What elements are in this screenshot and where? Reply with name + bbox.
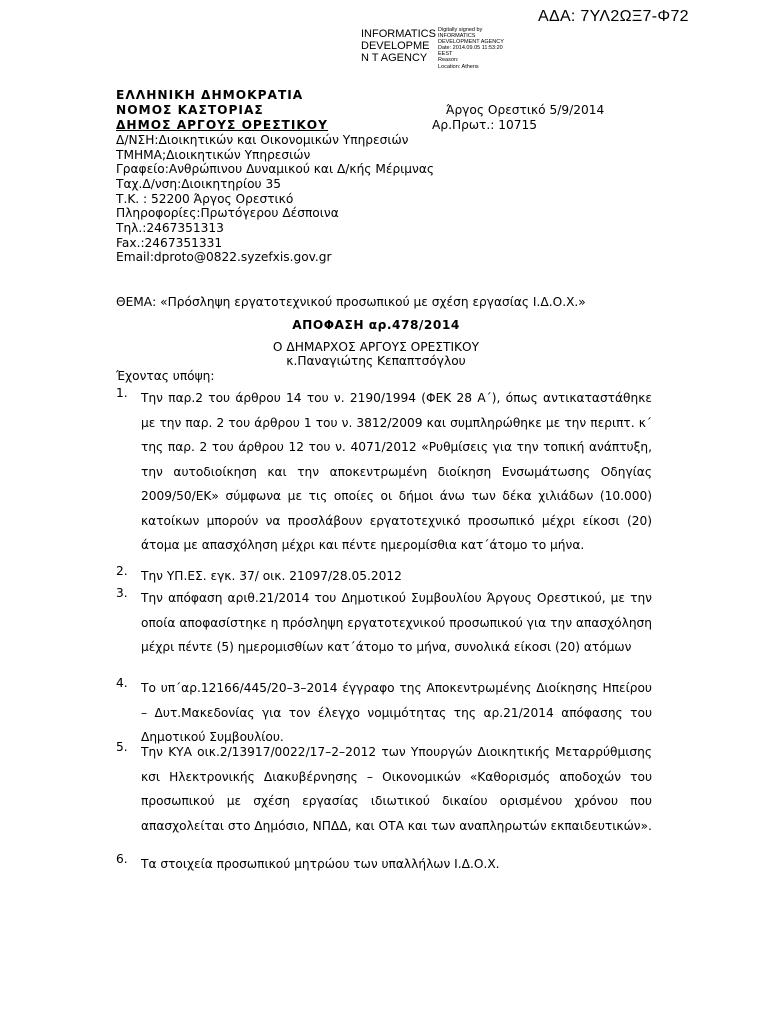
considering-label: Έχοντας υπόψη:	[116, 369, 215, 383]
list-item-number: 1.	[116, 386, 128, 400]
list-item-number: 4.	[116, 676, 128, 690]
phone-line: Τηλ.:2467351313	[116, 221, 224, 235]
list-item	[116, 564, 652, 589]
signature-line: INFORMATICS	[438, 33, 476, 40]
protocol-number: Αρ.Πρωτ.: 10715	[432, 118, 538, 132]
place-date: Άργος Ορεστικό 5/9/2014	[446, 103, 605, 117]
list-item-text: Την παρ.2 του άρθρου 14 του ν. 2190/1994 (ΦΕΚ 28 Α΄), όπως αντικαταστάθηκε με την παρ. 2 του άρθρου 1 του ν. 3812/2009 και συμπληρώθηκε με την περιπτ. κ΄ της παρ. 2 του άρθρου 12 του ν. 4071/2012 «Ρυθμίσεις για την τοπική ανάπτυξη, την αυτοδιοίκηση και την αποκεντρωμένη διοίκηση Ενσωμάτωσης Οδηγίας 2009/50/ΕΚ» σύμφωνα με τις οποίες οι δήμοι άνω των δέκα χιλιάδων (10.000) κατοίκων μπορούν να προσλάβουν εργατοτεχνικό προσωπικό μέχρι είκοσι (20) άτομα με απασχόληση μέχρι και πέντε ημερομίσθια κατ΄άτομο το μήνα.	[141, 391, 652, 552]
signature-line: Date: 2014.09.05 11:53:20	[438, 45, 503, 52]
list-item-text: Τα στοιχεία προσωπικού μητρώου των υπαλλήλων Ι.Δ.Ο.Χ.	[141, 857, 500, 871]
list-item	[116, 676, 652, 750]
email-line: Email:dproto@0822.syzefxis.gov.gr	[116, 250, 332, 264]
list-item	[116, 852, 652, 877]
list-item	[116, 386, 652, 558]
signature-details	[438, 27, 518, 70]
list-item-text: Το υπ΄αρ.12166/445/20–3–2014 έγγραφο της Αποκεντρωμένης Διοίκησης Ηπείρου – Δυτ.Μακεδονίας για τον έλεγχο νομιμότητας της αρ.21/2014 απόφασης του Δημοτικού Συμβουλίου.	[141, 681, 652, 744]
decision-title: ΑΠΟΦΑΣΗ αρ.478/2014	[292, 318, 460, 332]
office-line: Γραφείο:Ανθρώπινου Δυναμικού και Δ/κής Μέριμνας	[116, 162, 435, 176]
department-line: Δ/ΝΣΗ:Διοικητικών και Οικονομικών Υπηρεσιών	[116, 133, 409, 147]
ada-code: ΑΔΑ: 7ΥΛ2ΩΞ7-Φ72	[538, 8, 689, 25]
list-item-number: 2.	[116, 564, 128, 578]
signature-line: Reason:	[438, 57, 459, 64]
signature-agency: INFORMATICS DEVELOPMEN T AGENCY	[361, 28, 436, 64]
list-item	[116, 740, 652, 838]
address-line: Ταχ.Δ/νση:Διοικητηρίου 35	[116, 177, 281, 191]
list-item-text: Την απόφαση αριθ.21/2014 του Δημοτικού Συμβουλίου Άργους Ορεστικού, με την οποία αποφασίστηκε η πρόσληψη εργατοτεχνικού προσωπικού για την απασχόληση μέχρι πέντε (5) ημερομισθίων κατ΄άτομο το μήνα, συνολικά είκοσι (20) ατόμων	[141, 591, 652, 654]
mayor-name: κ.Παναγιώτης Κεπαπτσόγλου	[286, 354, 466, 368]
list-item-number: 3.	[116, 586, 128, 600]
republic-heading: ΕΛΛΗΝΙΚΗ ΔΗΜΟΚΡΑΤΙΑ	[116, 88, 304, 102]
mayor-title: Ο ΔΗΜΑΡΧΟΣ ΑΡΓΟΥΣ ΟΡΕΣΤΙΚΟΥ	[272, 340, 480, 354]
list-item-text: Την ΥΠ.ΕΣ. εγκ. 37/ οικ. 21097/28.05.2012	[141, 569, 402, 583]
municipality-heading: ΔΗΜΟΣ ΑΡΓΟΥΣ ΟΡΕΣΤΙΚΟΥ	[116, 118, 328, 132]
prefecture-heading: ΝΟΜΟΣ ΚΑΣΤΟΡΙΑΣ	[116, 103, 264, 117]
signature-line: EEST	[438, 51, 453, 58]
list-item-text: Την ΚΥΑ οικ.2/13917/0022/17–2–2012 των Υπουργών Διοικητικής Μεταρρύθμισης κσι Ηλεκτρονικής Διακυβέρνησης – Οικονομικών «Καθορισμός αποδοχών του προσωπικού με σχέση εργασίας ιδιωτικού δικαίου ορισμένου χρόνου που απασχολείται στο Δημόσιο, ΝΠΔΔ, και ΟΤΑ και των αναπληρωτών εκπαιδευτικών».	[141, 745, 652, 833]
postcode-line: Τ.Κ. : 52200 Άργος Ορεστικό	[116, 192, 294, 206]
list-item-number: 5.	[116, 740, 128, 754]
list-item-number: 6.	[116, 852, 128, 866]
signature-line: Digitally signed by	[438, 27, 483, 33]
fax-line: Fax.:2467351331	[116, 236, 223, 250]
subject-line: ΘΕΜΑ: «Πρόσληψη εργατοτεχνικού προσωπικού με σχέση εργασίας Ι.Δ.Ο.Χ.»	[116, 295, 586, 309]
information-line: Πληροφορίες:Πρωτόγερου Δέσποινα	[116, 206, 339, 220]
signature-line: Location: Athens	[438, 63, 479, 70]
list-item	[116, 586, 652, 660]
section-line: ΤΜΗΜΑ;Διοικητικών Υπηρεσιών	[116, 148, 311, 162]
signature-line: DEVELOPMENT AGENCY	[438, 39, 504, 46]
